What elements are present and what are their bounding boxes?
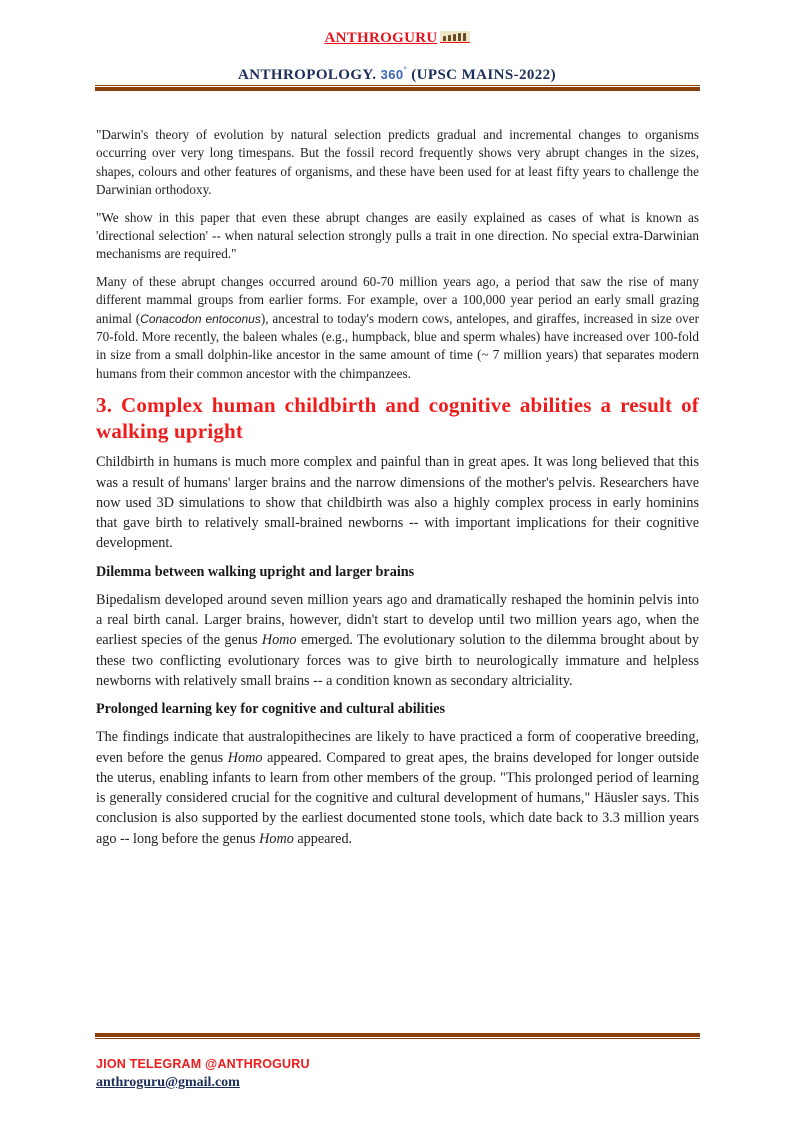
text-run: appeared. Compared to great apes, the brains developed for longer outside the uterus, enabling infants to learn from other members of the group. "This prolonged period of learning is generally considered crucial for the cognitive and cultural development of humans," Häusler says. This conclusion is also supported by the earliest documented stone tools, which date back to 3.3 million years ago -- long before the genus [96, 749, 699, 847]
paragraph-childbirth: Childbirth in humans is much more complex and painful than in great apes. It was long believed that this was a result of humans' larger brains and the narrow dimensions of the mother's pelvis. Researchers have now used 3D simulations to show that childbirth was also a highly complex process in early hominins that gave birth to relatively small-brained newborns -- with important implications for their cognitive development. [96, 454, 699, 552]
header-divider-thick [95, 87, 700, 91]
species-name: Conacodon entoconus [140, 311, 261, 326]
genus-name: Homo [227, 749, 263, 766]
title-suffix: (UPSC MAINS-2022) [411, 67, 556, 83]
page-content [96, 126, 699, 859]
genus-name: Homo [261, 632, 297, 649]
section-heading: 3. Complex human childbirth and cognitive abilities a result of walking upright [96, 393, 699, 444]
text-run: The findings indicate that australopithecines are likely to have practiced a form of cooperative breeding, even before the genus [96, 729, 699, 766]
genus-name: Homo [259, 830, 294, 847]
text-run: ), ancestral to today's modern cows, antelopes, and giraffes, increased in size over 70-fold. More recently, the baleen whales (e.g., humpback, blue and sperm whales) have increased over 100-fold in size from a small dolphin-like ancestor in the same amount of time (~ 7 million years) that separates modern humans from their common ancestor with the chimpanzees. [96, 310, 700, 381]
paragraph-darwin-quote: "Darwin's theory of evolution by natural selection predicts gradual and incremental changes to organisms occurring over very long timespans. But the fossil record frequently shows very abrupt changes in the sizes, shapes, colours and other features of organisms, and these have been used for at least fifty years to challenge the Darwinian orthodoxy. [96, 127, 699, 198]
text-run: emerged. The evolutionary solution to the dilemma brought about by these two conflicting evolutionary forces was to give birth to neurologically immature and helpless newborns with relatively small brains -- a condition known as secondary altriciality. [96, 632, 699, 689]
paragraph-directional-selection: "We show in this paper that even these abrupt changes are easily explained as cases of what is known as 'directional selection' -- when natural selection strongly pulls a trait in one direction. No special extra-Darwinian mechanisms are required." [96, 209, 699, 262]
header-brand [0, 29, 794, 47]
footer-divider-thick [95, 1033, 700, 1037]
footer-divider-thin [95, 1038, 700, 1039]
title-number: 360 [380, 67, 404, 82]
text-run: appeared. [293, 830, 353, 847]
footer-email-link[interactable]: anthroguru@gmail.com [96, 1075, 240, 1090]
title-degree: ° [403, 65, 408, 74]
title-prefix: ANTHROPOLOGY. [238, 67, 377, 83]
paragraph-findings [96, 727, 699, 849]
subheading-prolonged-learning: Prolonged learning key for cognitive and cultural abilities [96, 701, 446, 718]
evolution-of-man-icon [440, 31, 470, 43]
document-title [0, 65, 794, 84]
subheading-dilemma: Dilemma between walking upright and larger brains [96, 563, 415, 580]
footer-telegram: JION TELEGRAM @ANTHROGURU [96, 1057, 310, 1071]
header-divider-thin [95, 85, 700, 86]
brand-link[interactable]: ANTHROGURU [324, 30, 438, 46]
text-run: Many of these abrupt changes occurred around 60-70 million years ago, a period that saw the rise of many different mammal groups from earlier forms. For example, over a 100,000 year period an early small grazing animal ( [96, 273, 699, 326]
paragraph-abrupt-changes [96, 273, 699, 383]
text-run: Bipedalism developed around seven million years ago and dramatically reshaped the hominin pelvis into a real birth canal. Larger brains, however, didn't start to develop until two million years ago, when the earliest species of the genus [96, 591, 699, 649]
paragraph-bipedalism [96, 590, 699, 691]
